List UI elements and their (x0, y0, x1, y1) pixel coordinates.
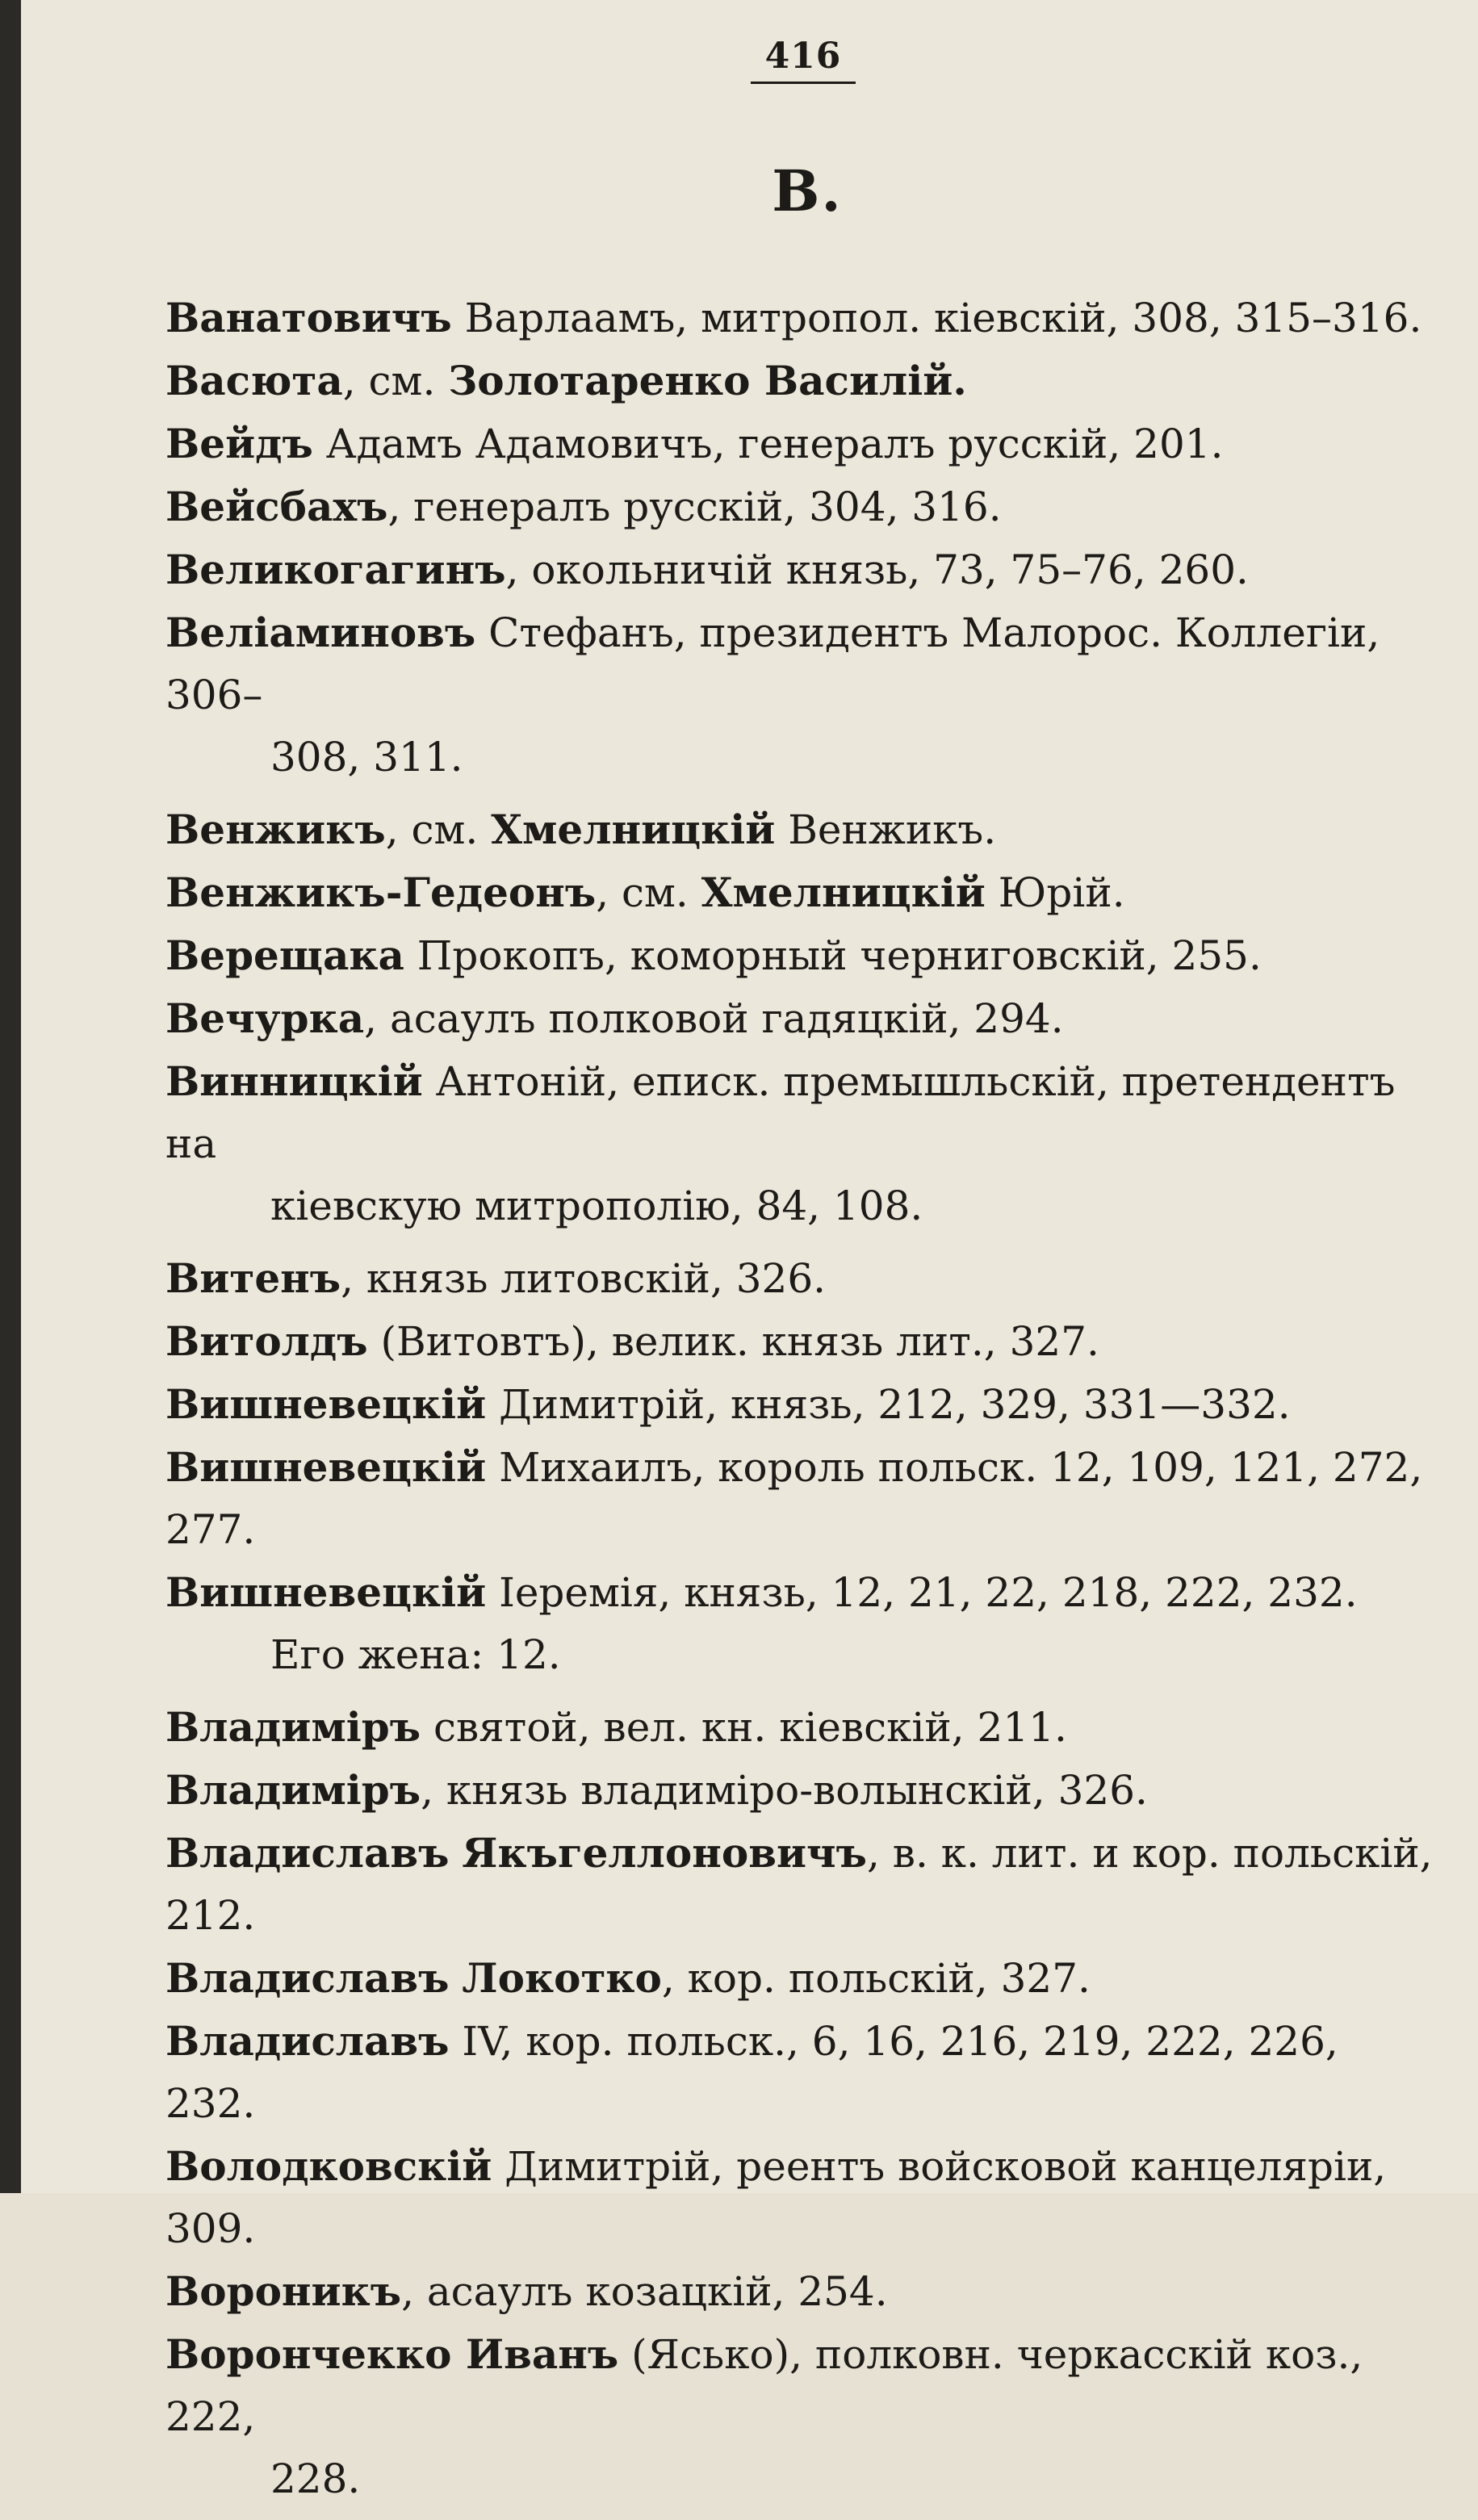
entry-name: Владиміръ (165, 1766, 421, 1814)
index-entry (165, 475, 1433, 538)
entry-name: Владиславъ (165, 1954, 450, 2002)
entry-name: Владиміръ (165, 1703, 421, 1751)
index-entry (165, 924, 1433, 987)
index-entry (165, 1310, 1433, 1373)
entry-text: Прокопъ, коморный черниговскій, 255. (404, 932, 1262, 979)
index-entry (165, 2010, 1433, 2135)
entry-cross-reference: Хмелницкій (491, 806, 776, 853)
page-number: 416 (751, 36, 856, 84)
entry-text: Варлаамъ, митропол. кіевскій, 308, 315–316. (451, 295, 1422, 341)
entry-name: Винницкій (165, 1057, 423, 1105)
entry-continuation: 228. (270, 2455, 361, 2502)
entry-text: Іеремія, князь, 12, 21, 22, 218, 222, 232. (486, 1569, 1358, 1616)
entry-text: (Витовтъ), велик. князь лит., 327. (367, 1318, 1099, 1365)
entry-text: (Ясько), полковн. черкасскій коз., 222, (165, 2331, 1363, 2440)
entry-name: Вороникъ (165, 2267, 402, 2315)
page-edge-shadow (0, 0, 21, 2193)
entry-text: Димитрій, князь, 212, 329, 331—332. (486, 1381, 1291, 1428)
index-entry (165, 1373, 1433, 1436)
index-entry (165, 538, 1433, 601)
entry-text: Стефанъ, президентъ Малорос. Коллегіи, 306– (165, 609, 1380, 718)
index-entry (165, 412, 1433, 475)
index-entry (165, 1759, 1433, 1822)
entry-text: , окольничій князь, 73, 75–76, 260. (505, 546, 1249, 593)
index-entry (165, 287, 1433, 350)
entry-text: святой, вел. кн. кіевскій, 211. (421, 1704, 1067, 1751)
entry-text: , см. (596, 869, 701, 916)
entry-name: Веліаминовъ (165, 609, 476, 656)
entry-text: Михаилъ, король польск. 12, 109, 121, 272, 277. (165, 1444, 1423, 1553)
entry-name: Венжикъ (165, 806, 386, 853)
entry-text: , см. (342, 358, 449, 404)
entry-name: Владиславъ (165, 1829, 450, 1877)
entry-text: Антоній, еписк. премышльскій, претендентъ на (165, 1058, 1396, 1167)
index-entry (165, 1561, 1433, 1686)
index-entry (165, 1696, 1433, 1759)
entry-continuation: 308, 311. (270, 734, 463, 781)
index-entry (165, 2323, 1433, 2510)
entry-text-tail: , в. к. лит. и кор. польскій, 212. (165, 1830, 1433, 1939)
entry-name: Венжикъ-Гедеонъ (165, 869, 597, 916)
entry-cross-reference: Хмелницкій (701, 869, 986, 916)
entry-name: Володковскій (165, 2142, 492, 2190)
entry-text: IV, кор. польск., 6, 16, 216, 219, 222, 226, 232. (165, 2018, 1338, 2127)
entry-name: Васюта (165, 357, 343, 404)
entry-name: Верещака (165, 931, 404, 979)
entry-text: , асаулъ козацкій, 254. (401, 2268, 888, 2315)
index-entry (165, 1247, 1433, 1310)
index-entry (165, 350, 1433, 412)
entry-text-tail: Юрій. (985, 869, 1125, 916)
index-entry (165, 1050, 1433, 1237)
entry-cross-reference: Локотко (462, 1954, 662, 2002)
index-entries (165, 287, 1433, 2520)
index-entry (165, 861, 1433, 924)
index-entry (165, 2260, 1433, 2323)
entry-text (450, 1830, 463, 1877)
index-entry (165, 601, 1433, 789)
index-entry (165, 1947, 1433, 2010)
entry-text: Адамъ Адамовичъ, генералъ русскій, 201. (312, 421, 1224, 467)
entry-name: Вечурка (165, 994, 365, 1042)
index-entry (165, 2135, 1433, 2260)
entry-name: Вишневецкій (165, 1380, 487, 1428)
entry-name: Ванатовичъ (165, 294, 452, 341)
entry-text: , князь владиміро-волынскій, 326. (421, 1767, 1148, 1814)
entry-text-tail: , кор. польскій, 327. (661, 1955, 1091, 2002)
entry-text: , см. (385, 806, 492, 853)
entry-name: Великогагинъ (165, 546, 506, 593)
entry-cross-reference: Золотаренко Василій. (448, 357, 967, 404)
entry-name: Владиславъ (165, 2017, 450, 2065)
index-entry (165, 1436, 1433, 1561)
section-letter: В. (772, 157, 843, 224)
index-entry (165, 798, 1433, 861)
entry-continuation: Его жена: 12. (270, 1631, 561, 1678)
entry-name: Витолдъ (165, 1317, 368, 1365)
index-entry (165, 987, 1433, 1050)
entry-name: Вейдъ (165, 420, 313, 467)
entry-continuation: кіевскую митрополію, 84, 108. (270, 1183, 923, 1229)
entry-text: , князь литовскій, 326. (341, 1255, 827, 1302)
entry-name: Вишневецкій (165, 1443, 487, 1491)
entry-text (450, 1955, 463, 2002)
entry-cross-reference: Якъгеллоновичъ (462, 1829, 868, 1877)
entry-text: , асаулъ полковой гадяцкій, 294. (364, 995, 1064, 1042)
entry-text: Димитрій, реентъ войсковой канцеляріи, 309. (165, 2143, 1387, 2252)
entry-name: Вишневецкій (165, 1568, 487, 1616)
entry-name: Витенъ (165, 1254, 341, 1302)
entry-text: , генералъ русскій, 304, 316. (387, 483, 1002, 530)
entry-name: Вейсбахъ (165, 483, 388, 530)
entry-name: Ворончекко Иванъ (165, 2330, 619, 2378)
index-entry (165, 1822, 1433, 1947)
entry-text-tail: Венжикъ. (775, 806, 997, 853)
